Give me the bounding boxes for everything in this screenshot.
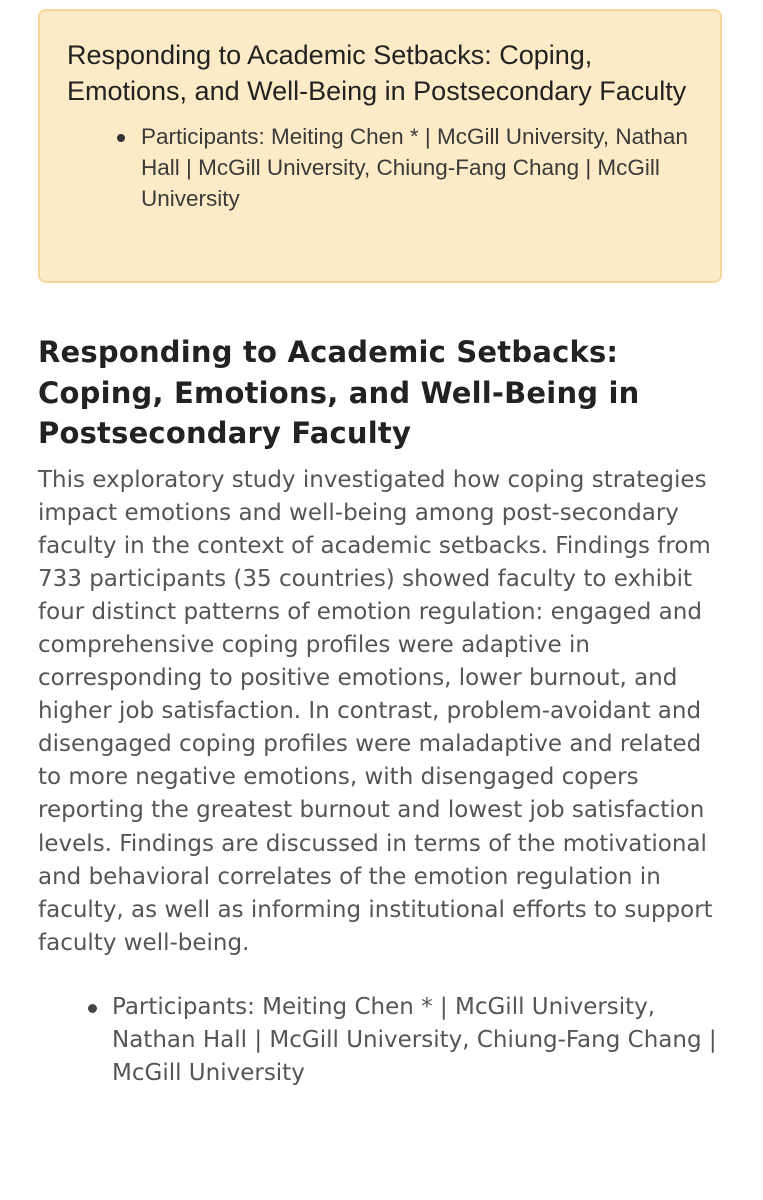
card-participants-item: Participants: Meiting Chen * | McGill University, Nathan Hall | McGill University, Chiung-Fang Chang | McGill University: [141, 121, 694, 214]
session-highlight-card: [38, 9, 722, 283]
article-participants-list: [38, 991, 728, 1090]
article-abstract: This exploratory study investigated how coping strategies impact emotions and well-being among post-secondary faculty in the context of academic setbacks. Findings from 733 participants (35 countries) showed faculty to exhibit four distinct patterns of emotion regulation: engaged and comprehensive coping profiles were adaptive in corresponding to positive emotions, lower burnout, and higher job satisfaction. In contrast, problem-avoidant and disengaged coping profiles were maladaptive and related to more negative emotions, with disengaged copers reporting the greatest burnout and lowest job satisfaction levels. Findings are discussed in terms of the motivational and behavioral correlates of the emotion regulation in faculty, as well as informing institutional efforts to support faculty well-being.: [38, 466, 713, 956]
card-participants-list: [67, 121, 694, 214]
session-article: [38, 332, 728, 1090]
card-title: Responding to Academic Setbacks: Coping, Emotions, and Well-Being in Postsecondary Faculty: [67, 40, 687, 106]
article-participants-item: Participants: Meiting Chen * | McGill University, Nathan Hall | McGill University, Chiung-Fang Chang | McGill University: [112, 991, 728, 1090]
article-title: Responding to Academic Setbacks: Coping, Emotions, and Well-Being in Postsecondary Faculty: [38, 335, 640, 450]
